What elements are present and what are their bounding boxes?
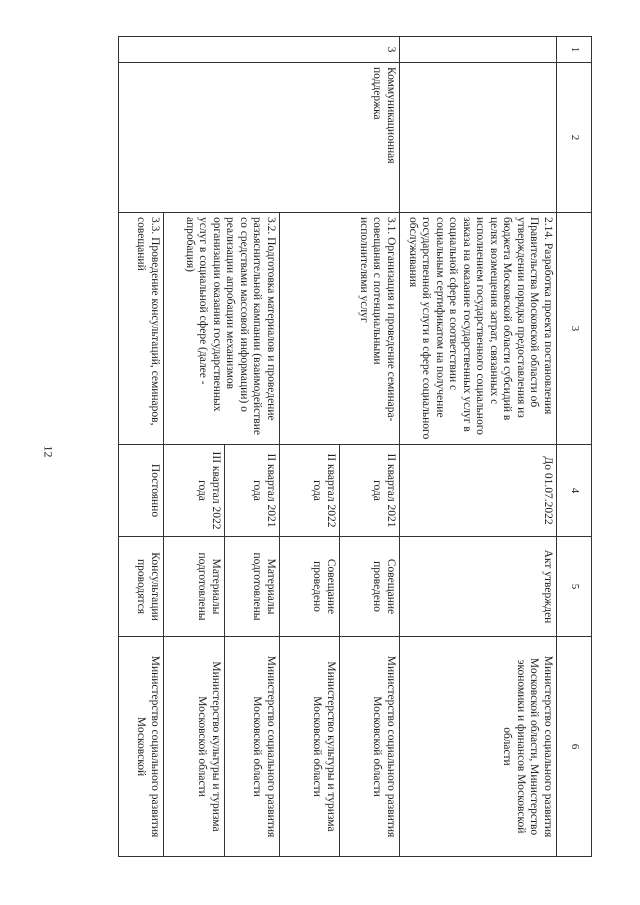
responsible-2-14: Министерство социального развития Московской области, Министерство экономики и финансов Московской области	[400, 637, 557, 857]
header-col-2: 2	[557, 63, 592, 213]
activity-2-14: 2.14. Разработка проекта постановления Правительства Московской области об утверждении порядка предоставления из бюджета Московской области субсидий в целях возмещения затрат, связанных с исполнением государственного социального заказа на оказание государственных услуг в социальной сфере в соответствии с социальным сертификатом на получение государственной услуги в сфере социального обслуживания	[400, 213, 557, 445]
header-row	[557, 37, 592, 857]
result-2-14: Акт утвержден	[400, 537, 557, 637]
result-3-3: Консультации проводятся	[119, 537, 164, 637]
result-3-2b: Материалы подготовлены	[164, 537, 225, 637]
responsible-3-1a: Министерство социального развития Московской области	[340, 637, 400, 857]
plan-table	[118, 36, 592, 857]
rotated-table-page	[52, 36, 592, 856]
responsible-3-2b: Министерство культуры и туризма Московской области	[164, 637, 225, 857]
table-row	[340, 37, 400, 857]
cell-empty	[400, 63, 557, 213]
responsible-3-1b: Министерство культуры и туризма Московской области	[280, 637, 340, 857]
header-col-4: 4	[557, 445, 592, 537]
section-title: Коммуникационная поддержка	[119, 63, 400, 213]
result-3-2a: Материалы подготовлены	[225, 537, 280, 637]
deadline-3-2a: II квартал 2021 года	[225, 445, 280, 537]
result-3-1a: Совещание проведено	[340, 537, 400, 637]
activity-3-1: 3.1. Организация и проведение семинара-совещания с потенциальными исполнителями услуг	[280, 213, 400, 445]
header-col-1: 1	[557, 37, 592, 63]
responsible-3-2a: Министерство социального развития Московской области	[225, 637, 280, 857]
result-3-1b: Совещание проведено	[280, 537, 340, 637]
page-number: 12	[41, 445, 56, 458]
header-col-5: 5	[557, 537, 592, 637]
deadline-3-3: Постоянно	[119, 445, 164, 537]
activity-3-3: 3.3. Проведение консультаций, семинаров, совещаний	[119, 213, 164, 445]
table-row	[400, 37, 557, 857]
header-col-6: 6	[557, 637, 592, 857]
deadline-3-1a: II квартал 2021 года	[340, 445, 400, 537]
activity-3-2: 3.2. Подготовка материалов и проведение разъяснительной кампании (взаимодействие со средствами массовой информации) о реализации апробации механизмов организации оказания государственных услуг в социальной сфере (далее - апробация)	[164, 213, 280, 445]
deadline-3-2b: III квартал 2022 года	[164, 445, 225, 537]
responsible-3-3: Министерство социального развития Московской	[119, 637, 164, 857]
header-col-3: 3	[557, 213, 592, 445]
cell-empty	[400, 37, 557, 63]
deadline-3-1b: II квартал 2022 года	[280, 445, 340, 537]
deadline-2-14: До 01.07.2022	[400, 445, 557, 537]
section-number: 3	[119, 37, 400, 63]
